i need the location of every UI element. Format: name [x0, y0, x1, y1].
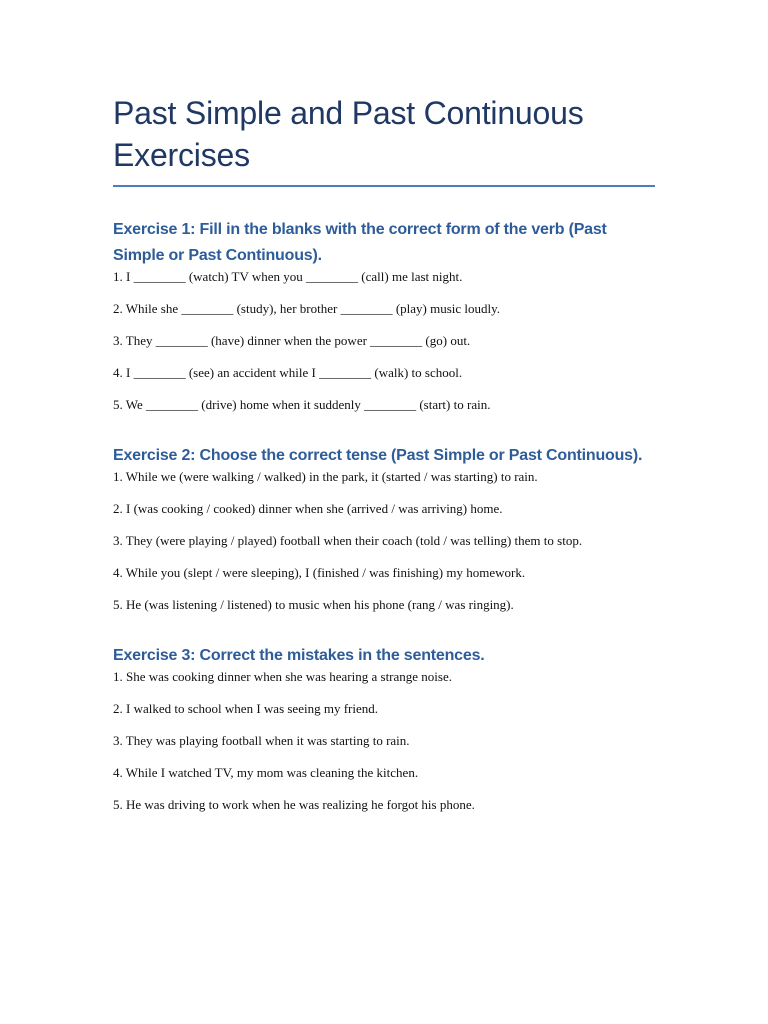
exercise-2-heading: Exercise 2: Choose the correct tense (Past Simple or Past Continuous).	[113, 447, 643, 464]
exercise-1-heading: Exercise 1: Fill in the blanks with the correct form of the verb (Past Simple or Past Continuous).	[113, 221, 607, 264]
list-item: 2. I walked to school when I was seeing my friend.	[113, 701, 378, 716]
list-item: 3. They (were playing / played) football when their coach (told / was telling) them to stop.	[113, 533, 583, 548]
exercise-1-section	[113, 217, 655, 413]
list-item: 3. They ________ (have) dinner when the power ________ (go) out.	[113, 333, 471, 348]
list-item: 2. I (was cooking / cooked) dinner when she (arrived / was arriving) home.	[113, 501, 503, 516]
list-item: 1. I ________ (watch) TV when you ________ (call) me last night.	[113, 269, 463, 284]
exercise-2-list	[113, 469, 655, 613]
list-item: 5. We ________ (drive) home when it suddenly ________ (start) to rain.	[113, 397, 491, 412]
list-item: 2. While she ________ (study), her brother ________ (play) music loudly.	[113, 301, 501, 316]
list-item: 5. He (was listening / listened) to music when his phone (rang / was ringing).	[113, 597, 514, 612]
list-item: 5. He was driving to work when he was realizing he forgot his phone.	[113, 797, 475, 812]
list-item: 4. While you (slept / were sleeping), I (finished / was finishing) my homework.	[113, 565, 526, 580]
exercise-3-section	[113, 643, 655, 813]
list-item: 3. They was playing football when it was starting to rain.	[113, 733, 410, 748]
list-item: 4. I ________ (see) an accident while I ________ (walk) to school.	[113, 365, 463, 380]
list-item: 1. While we (were walking / walked) in the park, it (started / was starting) to rain.	[113, 469, 538, 484]
exercise-3-heading: Exercise 3: Correct the mistakes in the sentences.	[113, 647, 485, 664]
page-title: Past Simple and Past Continuous Exercises	[113, 95, 584, 173]
list-item: 4. While I watched TV, my mom was cleaning the kitchen.	[113, 765, 419, 780]
exercise-1-list	[113, 269, 655, 413]
exercise-2-section	[113, 443, 655, 613]
list-item: 1. She was cooking dinner when she was hearing a strange noise.	[113, 669, 452, 684]
exercise-3-list	[113, 669, 655, 813]
document-page	[113, 92, 655, 813]
title-divider	[113, 185, 655, 187]
